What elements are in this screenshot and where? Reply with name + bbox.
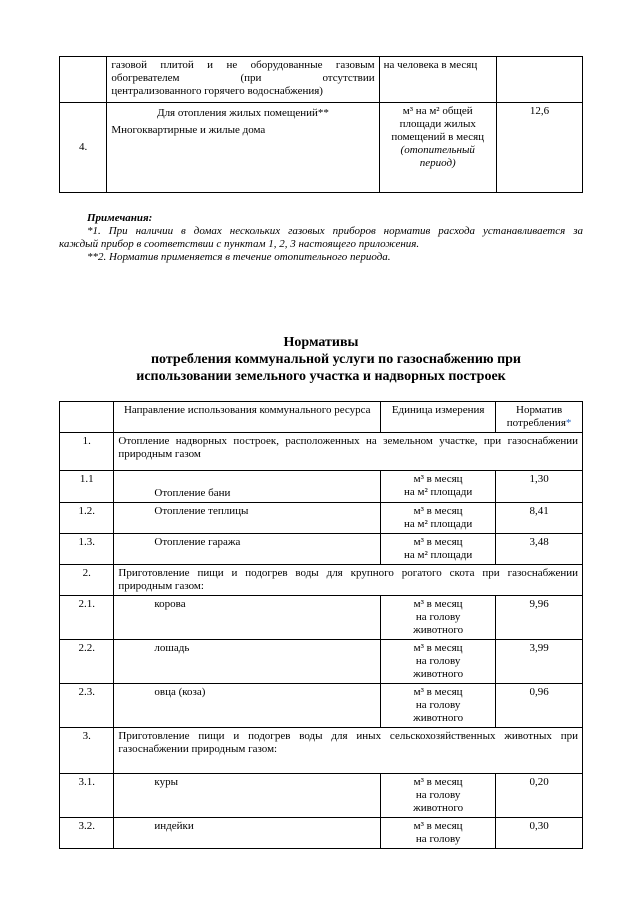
row-number: 3.2. [78, 820, 95, 832]
table-row [60, 534, 583, 565]
description-line: обогревателем (при отсутствии [111, 72, 375, 84]
note-1-line: *1. При наличии в домах нескольких газовых приборов норматив расхода устанавливается за [87, 225, 583, 237]
row-value-cell [496, 103, 582, 193]
unit-line: площади жилых [399, 118, 476, 130]
row-number-cell [60, 774, 114, 818]
description-line: газовой плитой и не оборудованные газовым [111, 59, 375, 71]
notes-title: Примечания: [87, 212, 153, 224]
header-unit-cell [381, 402, 496, 433]
norm-value: 12,6 [529, 105, 550, 117]
row-number: 4. [79, 141, 88, 153]
unit-line: на голову [415, 789, 461, 801]
row-number-cell [60, 433, 114, 471]
row-name: Отопление бани [154, 487, 231, 499]
row-name: овца (коза) [154, 686, 206, 698]
row-number: 1. [82, 435, 91, 447]
row-value-cell [496, 640, 583, 684]
norm-value: 9,96 [529, 598, 549, 610]
header-text: Единица измерения [391, 404, 485, 416]
unit-line: м³ в месяц [413, 473, 463, 485]
unit-line: животного [413, 624, 464, 636]
header-number-cell [60, 402, 114, 433]
unit-line: на голову [415, 655, 461, 667]
row-number-cell [60, 818, 114, 849]
unit-line: м³ в месяц [413, 642, 463, 654]
table-row [60, 596, 583, 640]
heading-line-2: потребления коммунальной услуги по газоснабжению при [150, 352, 521, 367]
header-text: Норматив потребления [506, 404, 566, 429]
norm-value: 0,30 [529, 820, 549, 832]
row-description-cell [107, 57, 379, 103]
row-unit-cell [381, 640, 496, 684]
row-name-cell [114, 640, 381, 684]
heading-line-3: использовании земельного участка и надворных построек [136, 369, 506, 384]
norm-value: 3,99 [529, 642, 549, 654]
row-value-cell [496, 774, 583, 818]
row-unit-cell [379, 57, 496, 103]
table-row [60, 503, 583, 534]
row-unit-cell [379, 103, 496, 193]
header-direction-cell [114, 402, 381, 433]
row-name: корова [154, 598, 186, 610]
row-name: куры [154, 776, 178, 788]
unit-text: на человека в месяц [383, 59, 478, 71]
row-number: 1.2. [78, 505, 95, 517]
row-unit-cell [381, 774, 496, 818]
note-2: **2. Норматив применяется в течение отопительного периода. [87, 251, 391, 263]
row-description-cell [107, 103, 379, 193]
row-name-cell [114, 596, 381, 640]
row-name-cell [114, 818, 381, 849]
row-name-cell [114, 471, 381, 503]
unit-line: на голову [415, 833, 461, 845]
unit-line: м³ в месяц [413, 536, 463, 548]
row-number: 2.3. [78, 686, 95, 698]
section-text: Приготовление пищи и подогрев воды для иных сельскохозяйственных животных при газоснабжении природным газом: [118, 730, 578, 755]
row-number: 1.3. [78, 536, 95, 548]
section-text: Приготовление пищи и подогрев воды для крупного рогатого скота при газоснабжении природным газом: [118, 567, 578, 592]
table-row [60, 640, 583, 684]
row-number-cell [60, 534, 114, 565]
row-number-cell [60, 57, 107, 103]
notes-block [59, 212, 583, 264]
row-number: 3.1. [78, 776, 95, 788]
unit-line: м³ в месяц [413, 598, 463, 610]
row-name: Отопление теплицы [154, 505, 249, 517]
unit-line: м³ в месяц [413, 505, 463, 517]
gas-norms-table-continued [59, 56, 583, 193]
row-number-cell [60, 596, 114, 640]
section-row [60, 433, 583, 471]
row-number-cell [60, 640, 114, 684]
row-value-cell [496, 534, 583, 565]
row-number-cell [60, 503, 114, 534]
norm-value: 0,20 [529, 776, 549, 788]
section-text-cell [114, 433, 583, 471]
row-unit-cell [381, 684, 496, 728]
table-row [60, 103, 583, 193]
row-number-cell [60, 728, 114, 774]
description-line: Многоквартирные и жилые дома [111, 124, 266, 136]
norm-value: 0,96 [529, 686, 549, 698]
row-number: 2.1. [78, 598, 95, 610]
section-text-cell [114, 565, 583, 596]
land-plot-gas-norms-table [59, 401, 583, 849]
row-name: Отопление гаража [154, 536, 241, 548]
row-number: 1.1 [79, 473, 94, 485]
row-value-cell [496, 818, 583, 849]
unit-line: животного [413, 712, 464, 724]
table-row [60, 818, 583, 849]
table-row [60, 684, 583, 728]
row-value-cell [496, 503, 583, 534]
row-number: 3. [82, 730, 91, 742]
table-row [60, 774, 583, 818]
row-value-cell [496, 57, 582, 103]
header-norm-cell [496, 402, 583, 433]
heading-line-1: Нормативы [283, 335, 359, 350]
row-number: 2. [82, 567, 91, 579]
header-text: Направление использования коммунального ресурса [123, 404, 371, 416]
section-row [60, 728, 583, 774]
row-name-cell [114, 534, 381, 565]
unit-line: на голову [415, 611, 461, 623]
row-value-cell [496, 684, 583, 728]
row-number: 2.2. [78, 642, 95, 654]
table-row [60, 57, 583, 103]
unit-line: период) [419, 157, 456, 169]
header-row [60, 402, 583, 433]
row-unit-cell [381, 534, 496, 565]
table-row [60, 471, 583, 503]
footnote-mark: * [565, 417, 572, 429]
unit-line: на м² площади [404, 518, 473, 530]
row-name-cell [114, 774, 381, 818]
row-unit-cell [381, 596, 496, 640]
row-unit-cell [381, 818, 496, 849]
note-1-line: каждый прибор в соответствии с пунктам 1, 2, 3 настоящего приложения. [59, 238, 420, 250]
row-name-cell [114, 684, 381, 728]
row-number-cell [60, 565, 114, 596]
unit-line: на м² площади [404, 486, 473, 498]
section-text: Отопление надворных построек, расположенных на земельном участке, при газоснабжении природным газом [118, 435, 578, 460]
unit-line: (отопительный [400, 144, 475, 156]
row-number-cell [60, 471, 114, 503]
unit-line: м³ в месяц [413, 686, 463, 698]
row-unit-cell [381, 503, 496, 534]
unit-line: животного [413, 668, 464, 680]
row-number-cell [60, 684, 114, 728]
unit-line: помещений в месяц [391, 131, 485, 143]
row-name: лошадь [154, 642, 190, 654]
norm-value: 3,48 [529, 536, 549, 548]
unit-line: м³ на м² общей [402, 105, 473, 117]
section-heading [59, 334, 583, 385]
unit-line: м³ в месяц [413, 820, 463, 832]
section-text-cell [114, 728, 583, 774]
norm-value: 8,41 [529, 505, 549, 517]
unit-line: на голову [415, 699, 461, 711]
unit-line: на м² площади [404, 549, 473, 561]
unit-line: м³ в месяц [413, 776, 463, 788]
row-value-cell [496, 596, 583, 640]
unit-line: животного [413, 802, 464, 814]
row-value-cell [496, 471, 583, 503]
section-row [60, 565, 583, 596]
row-number-cell [60, 103, 107, 193]
norm-value: 1,30 [529, 473, 549, 485]
row-name: индейки [154, 820, 194, 832]
description-line: централизованного горячего водоснабжения) [111, 85, 323, 97]
section-title: Для отопления жилых помещений** [157, 107, 329, 119]
row-unit-cell [381, 471, 496, 503]
row-name-cell [114, 503, 381, 534]
